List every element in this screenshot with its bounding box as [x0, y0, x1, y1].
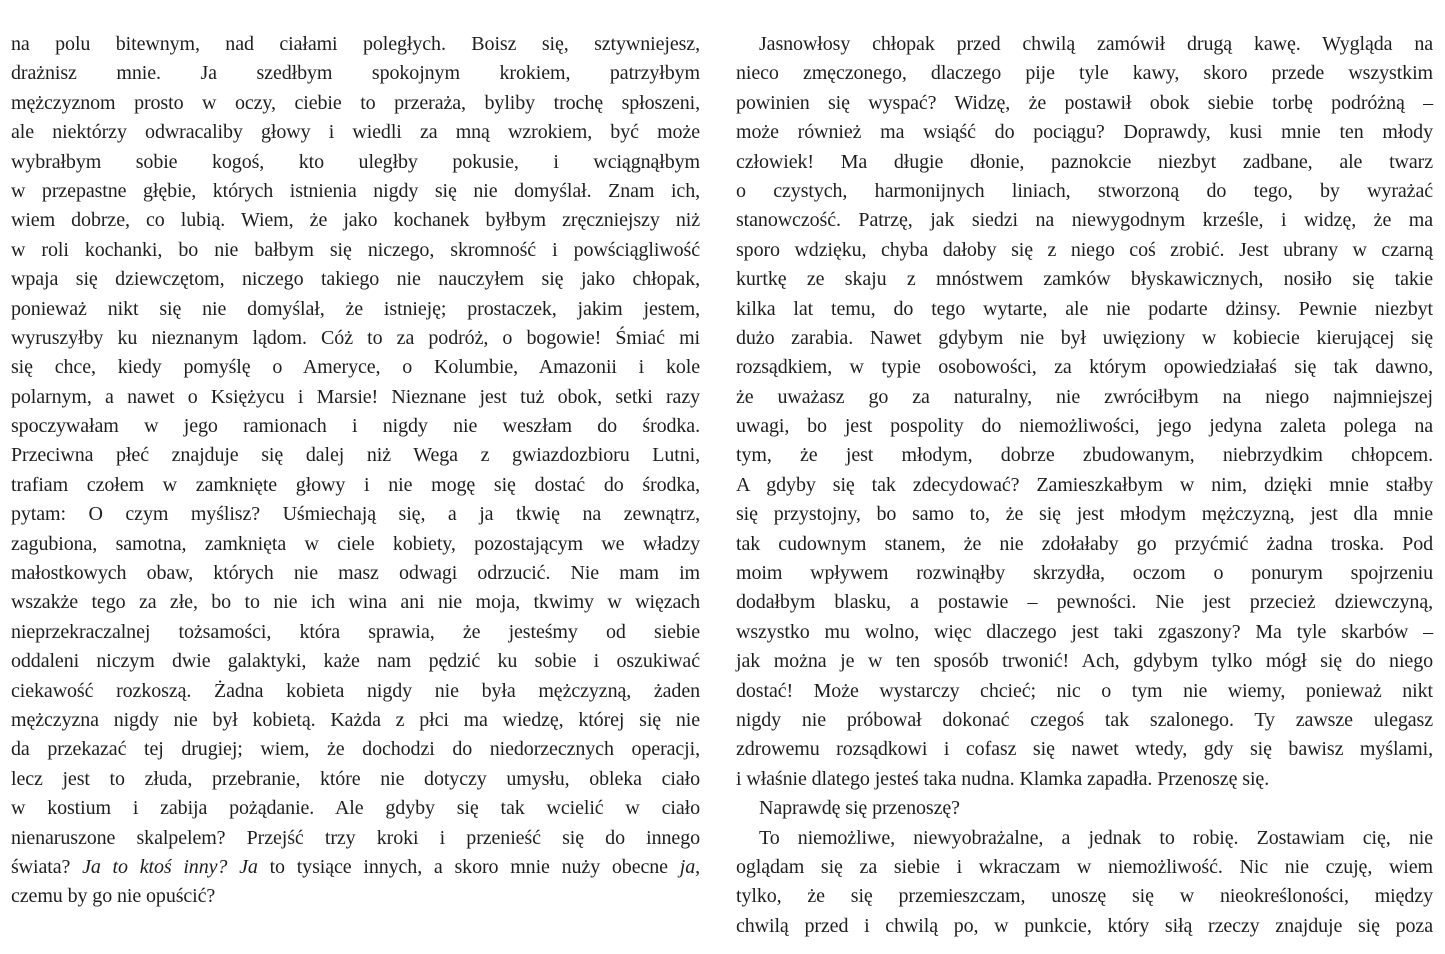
page-right	[736, 30, 1433, 941]
text-line	[736, 59, 1433, 88]
text-segment: rozsądkiem, w typie osobowości, za którym opowiedziałaś się tak dawno,	[736, 356, 1433, 379]
text-line	[736, 295, 1433, 324]
italic-text: Ja to ktoś inny? Ja	[82, 855, 258, 878]
text-line	[736, 265, 1433, 294]
text-line	[11, 265, 700, 294]
text-segment: da przekazać tej drugiej; wiem, że dochodzi do niedorzecznych operacji,	[11, 738, 700, 761]
text-segment: tym, że jest młodym, dobrze zbudowanym, niebrzydkim chłopcem.	[736, 444, 1433, 467]
text-segment: w kostium i zabija pożądanie. Ale gdyby się tak wcielić w ciało	[11, 797, 700, 820]
text-line	[736, 824, 1433, 853]
text-line	[736, 353, 1433, 382]
text-line	[736, 30, 1433, 59]
text-segment: świata?	[11, 855, 83, 878]
text-line	[11, 353, 700, 382]
text-segment: dodałbym blasku, a postawie – pewności. Nie jest przecież dziewczyną,	[736, 591, 1433, 614]
text-line	[11, 206, 700, 235]
text-segment: ale niektórzy odwracaliby głowy i wiedli za mną wzrokiem, być może	[11, 121, 700, 144]
text-segment: że uważasz go za naturalny, nie zwróciłbym na niego najmniejszej	[736, 385, 1433, 408]
text-segment: stanowczość. Patrzę, jak siedzi na niewygodnym krześle, i widzę, że ma	[736, 209, 1433, 232]
text-segment: wiem dobrze, co lubią. Wiem, że jako kochanek byłbym zręczniejszy niż	[11, 209, 700, 232]
text-line	[736, 677, 1433, 706]
text-segment: Jasnowłosy chłopak przed chwilą zamówił drugą kawę. Wygląda na	[759, 33, 1433, 55]
text-segment: nigdy nie próbował dokonać czegoś tak szalonego. Ty zawsze ulegasz	[736, 708, 1433, 731]
text-line	[11, 383, 700, 412]
text-line	[736, 89, 1433, 118]
text-segment: jak można je w ten sposób trwonić! Ach, gdybym tylko mógł się do niego	[736, 650, 1433, 673]
text-segment: A gdyby się tak zdecydować? Zamieszkałbym w nim, dzięki mnie stałby	[736, 473, 1433, 496]
text-line	[11, 530, 700, 559]
text-line	[736, 912, 1433, 941]
text-segment: kilka lat temu, do tego wytarte, ale nie podarte dżinsy. Pewnie niezbyt	[736, 297, 1433, 320]
text-line	[736, 735, 1433, 764]
text-segment: oglądam się za siebie i wkraczam w niemożliwość. Nic nie czuję, wiem	[736, 855, 1433, 878]
text-line	[736, 882, 1433, 911]
text-segment: tylko, że się przemieszczam, unoszę się w nieokreśloności, między	[736, 885, 1433, 908]
text-line	[11, 59, 700, 88]
text-segment: człowiek! Ma długie dłonie, paznokcie niezbyt zadbane, ale twarz	[736, 150, 1433, 173]
text-segment: powinien się wyspać? Widzę, że postawił obok siebie torbę podróżną –	[736, 91, 1433, 114]
text-line	[11, 853, 700, 882]
text-segment: dużo zarabia. Nawet gdybym nie był uwięziony w kobiecie kierującej się	[736, 326, 1433, 349]
text-line	[736, 706, 1433, 735]
text-segment: w roli kochanki, bo nie bałbym się niczego, skromność i powściągliwość	[11, 238, 700, 261]
text-segment: zdrowemu rozsądkowi i cofasz się nawet wtedy, gdy się bawisz myślami,	[736, 738, 1433, 761]
text-line	[736, 853, 1433, 882]
text-segment: Przeciwna płeć znajduje się dalej niż Wega z gwiazdozbioru Lutni,	[11, 444, 700, 467]
text-segment: wszystko mu wolno, więc dlaczego jest taki zgaszony? Ma tyle skarbów –	[736, 620, 1433, 643]
text-segment: wpaja się dziewczętom, niczego takiego nie nauczyłem się jako chłopak,	[11, 268, 700, 291]
text-segment: to tysiące innych, a skoro mnie nuży obecne	[257, 855, 680, 878]
text-line	[736, 412, 1433, 441]
text-line	[11, 148, 700, 177]
text-segment: wyruszyłby ku nieznanym lądom. Cóż to za podróż, o bogowie! Śmiać mi	[11, 326, 700, 349]
text-line	[736, 148, 1433, 177]
text-line	[736, 177, 1433, 206]
text-segment: lecz jest to złuda, przebranie, które nie dotyczy umysłu, obleka ciało	[11, 767, 700, 790]
text-line	[736, 236, 1433, 265]
text-line	[11, 735, 700, 764]
text-segment: wszakże tego za złe, bo to nie ich wina ani nie moja, tkwimy w więzach	[11, 591, 700, 614]
text-segment: Naprawdę się przenoszę?	[759, 797, 960, 820]
text-line	[11, 588, 700, 617]
text-line	[736, 500, 1433, 529]
text-line	[736, 559, 1433, 588]
text-segment: drażnisz mnie. Ja szedłbym spokojnym krokiem, patrzyłbym	[11, 62, 700, 85]
text-segment: To niemożliwe, niewyobrażalne, a jednak to robię. Zostawiam cię, nie	[759, 826, 1433, 849]
text-line	[736, 206, 1433, 235]
text-segment: się chce, kiedy pomyślę o Ameryce, o Kolumbie, Amazonii i kole	[11, 356, 700, 379]
text-segment: może również ma wsiąść do pociągu? Doprawdy, kusi mnie ten młody	[736, 121, 1433, 144]
text-line	[11, 324, 700, 353]
text-segment: mężczyzna nigdy nie był kobietą. Każda z płci ma wiedzę, której się nie	[11, 708, 700, 731]
text-line	[736, 647, 1433, 676]
text-segment: się przystojny, bo samo to, że się jest młodym mężczyzną, jest dla mnie	[736, 503, 1433, 526]
text-line	[11, 177, 700, 206]
text-segment: nieprzekraczalnej tożsamości, która sprawia, że jesteśmy od siebie	[11, 620, 700, 643]
text-segment: i właśnie dlatego jesteś taka nudna. Klamka zapadła. Przenoszę się.	[736, 767, 1270, 790]
text-line	[736, 441, 1433, 470]
text-line	[11, 559, 700, 588]
text-segment: ,	[695, 855, 701, 878]
text-line	[11, 677, 700, 706]
text-line	[11, 236, 700, 265]
text-line	[11, 500, 700, 529]
text-line	[11, 441, 700, 470]
text-line	[736, 324, 1433, 353]
text-line	[736, 794, 1433, 823]
text-line	[11, 765, 700, 794]
text-segment: małostkowych obaw, których nie masz odwagi odrzucić. Nie mam im	[11, 562, 700, 585]
text-line	[11, 30, 700, 59]
text-line	[11, 824, 700, 853]
page-left	[11, 30, 700, 912]
text-line	[11, 794, 700, 823]
text-line	[11, 882, 700, 911]
text-segment: chwilą przed i chwilą po, w punkcie, który siłą rzeczy znajduje się poza	[736, 914, 1433, 937]
text-segment: wybrałbym sobie kogoś, kto uległby pokusie, i wciągnąłbym	[11, 150, 700, 173]
text-segment: tak cudownym stanem, że nie zdołałaby go przyćmić żadna troska. Pod	[736, 532, 1433, 555]
text-line	[736, 588, 1433, 617]
text-segment: zagubiona, samotna, zamknięta w ciele kobiety, pozostającym we władzy	[11, 532, 700, 555]
text-line	[11, 295, 700, 324]
text-segment: dostać! Może wystarczy chcieć; nic o tym nie wiemy, ponieważ nikt	[736, 679, 1433, 702]
italic-text: ja	[679, 855, 696, 878]
text-line	[736, 383, 1433, 412]
text-segment: o czystych, harmonijnych liniach, stworzoną do tego, by wyrażać	[736, 179, 1433, 202]
text-line	[736, 618, 1433, 647]
text-line	[11, 618, 700, 647]
text-segment: pytam: O czym myślisz? Uśmiechają się, a ja tkwię na zewnątrz,	[11, 503, 700, 526]
text-segment: spoczywałam w jego ramionach i nigdy nie weszłam do środka.	[11, 415, 700, 438]
text-segment: nieco zmęczonego, dlaczego pije tyle kawy, skoro przede wszystkim	[736, 62, 1433, 85]
text-line	[11, 89, 700, 118]
text-line	[736, 471, 1433, 500]
text-segment: ponieważ nikt się nie domyślał, że istnieję; prostaczek, jakim jestem,	[11, 297, 700, 320]
text-line	[736, 530, 1433, 559]
text-segment: nienaruszone skalpelem? Przejść trzy kroki i przenieść się do innego	[11, 826, 700, 849]
text-segment: mężczyznom prosto w oczy, ciebie to przeraża, byliby trochę spłoszeni,	[11, 91, 700, 114]
text-segment: czemu by go nie opuścić?	[11, 885, 216, 908]
text-line	[736, 118, 1433, 147]
text-line	[11, 706, 700, 735]
text-line	[11, 471, 700, 500]
text-segment: kurtkę ze skaju z mnóstwem zamków błyskawicznych, nosiło się takie	[736, 268, 1433, 291]
text-segment: oddaleni niczym dwie galaktyki, każe nam pędzić ku sobie i oszukiwać	[11, 650, 700, 673]
text-segment: sporo wdzięku, chyba dałoby się z niego coś zrobić. Jest ubrany w czarną	[736, 238, 1433, 261]
text-line	[11, 412, 700, 441]
text-line	[736, 765, 1433, 794]
text-segment: polarnym, a nawet o Księżycu i Marsie! Nieznane jest tuż obok, setki razy	[11, 385, 700, 408]
text-segment: na polu bitewnym, nad ciałami poległych. Boisz się, sztywniejesz,	[11, 33, 700, 55]
text-segment: ciekawość rozkoszą. Żadna kobieta nigdy nie była mężczyzną, żaden	[11, 679, 700, 702]
text-segment: moim wpływem rozwinąłby skrzydła, oczom o ponurym spojrzeniu	[736, 562, 1433, 585]
text-segment: trafiam czołem w zamknięte głowy i nie mogę się dostać do środka,	[11, 473, 700, 496]
text-line	[11, 647, 700, 676]
text-line	[11, 118, 700, 147]
text-segment: uwagi, bo jest pospolity do niemożliwości, jego jedyna zaleta polega na	[736, 415, 1433, 438]
text-segment: w przepastne głębie, których istnienia nigdy się nie domyślał. Znam ich,	[11, 179, 700, 202]
